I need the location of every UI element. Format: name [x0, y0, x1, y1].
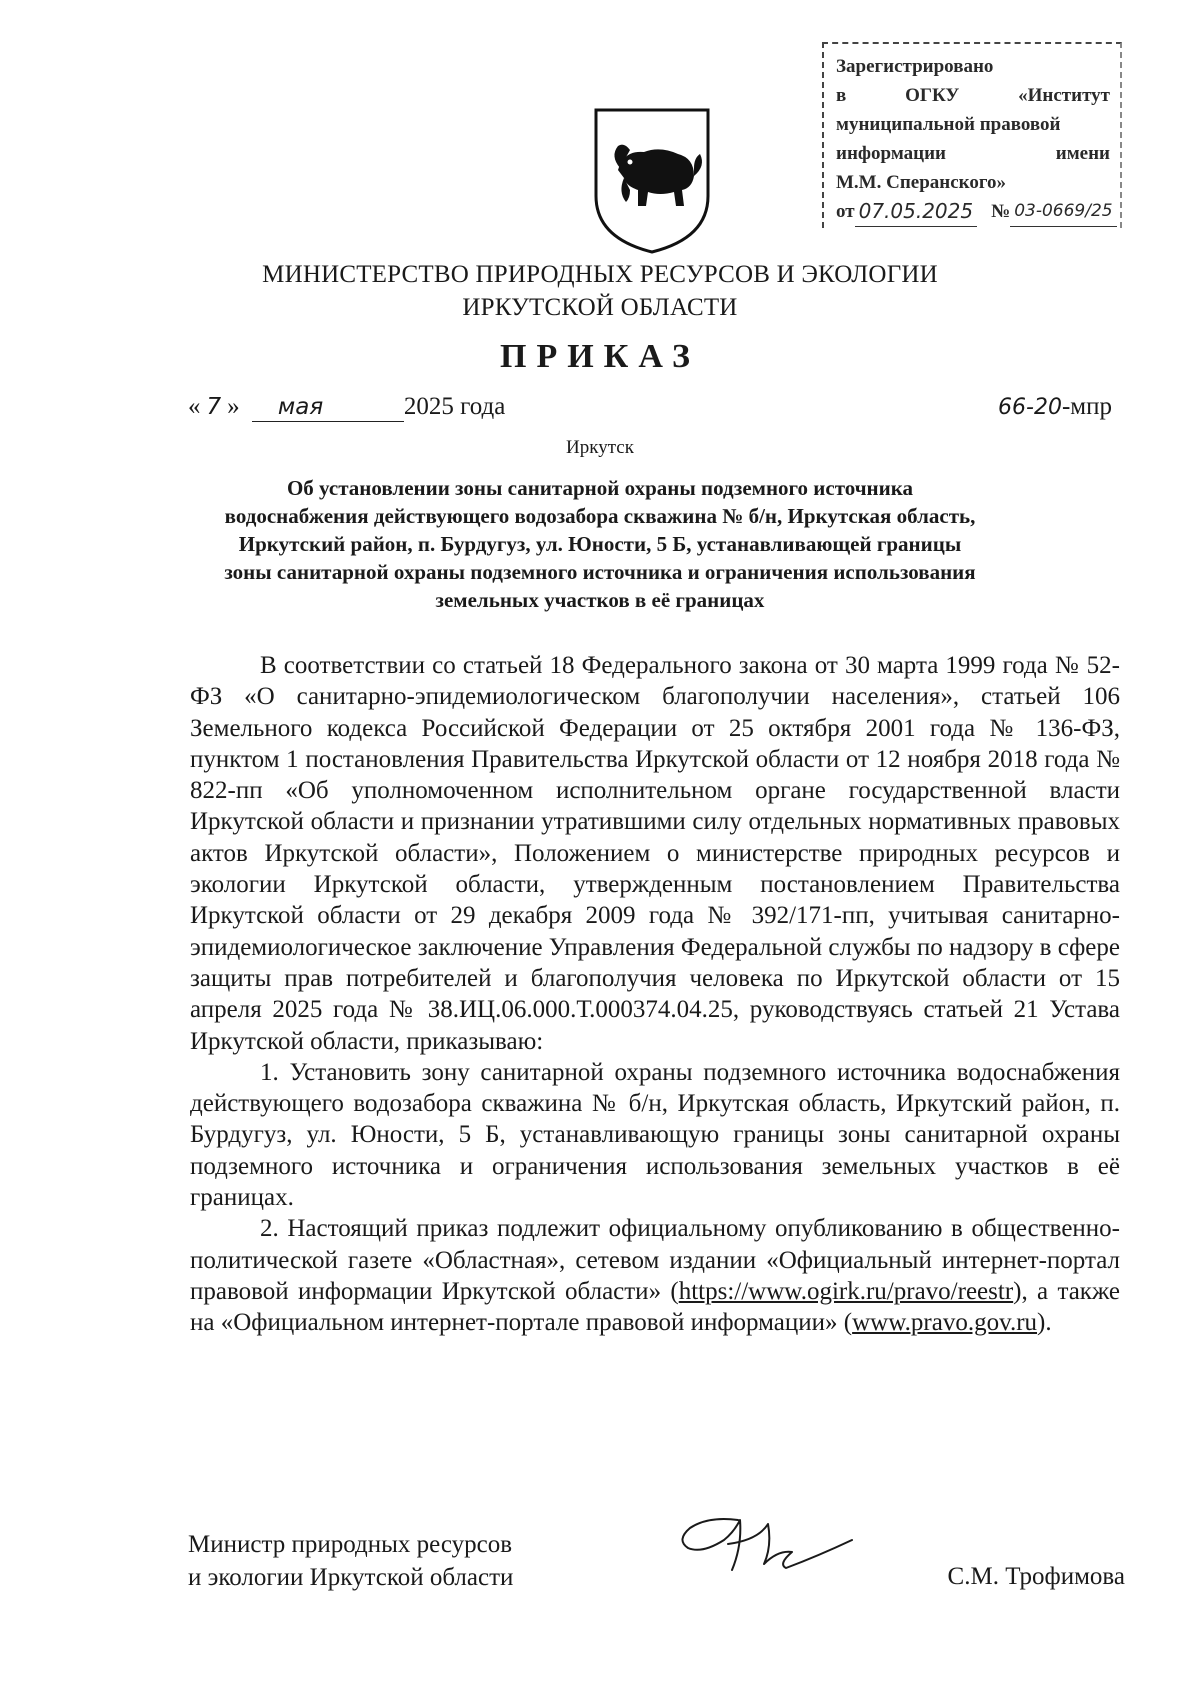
- role-line: Министр природных ресурсов: [188, 1531, 513, 1558]
- item-2-text: ).: [1037, 1309, 1052, 1337]
- stamp-line: [836, 81, 1110, 110]
- stamp-word: ОГКУ: [905, 85, 960, 106]
- order-month: мая: [277, 394, 324, 420]
- order-date: [188, 393, 505, 422]
- date-open-quote: «: [188, 393, 201, 420]
- pravo-link[interactable]: www.pravo.gov.ru: [852, 1309, 1038, 1337]
- ministry-name: [200, 258, 1000, 324]
- order-year: 2025 года: [403, 393, 506, 420]
- stamp-word: имени: [1055, 143, 1110, 164]
- ministry-line: ИРКУТСКОЙ ОБЛАСТИ: [462, 294, 738, 321]
- stamp-date-prefix: от: [836, 201, 855, 222]
- item-2-text: ), а также на «Официальном интернет-портале правовой информации» (: [190, 1277, 1120, 1337]
- stamp-word: информации: [836, 143, 946, 164]
- stamp-number-prefix: №: [991, 201, 1011, 222]
- date-close-quote: »: [227, 393, 240, 420]
- order-number-hand: 66-20: [998, 395, 1062, 420]
- order-body: [190, 650, 1120, 1339]
- stamp-date-line: [836, 197, 1113, 227]
- stamp-line: М.М. Сперанского»: [836, 172, 1007, 193]
- city: Иркутск: [566, 437, 634, 458]
- stamp-line: Зарегистрировано: [836, 56, 994, 77]
- stamp-word: «Институт: [1018, 85, 1110, 106]
- document-title: ПРИКАЗ: [500, 338, 700, 375]
- stamp-date: 07.05.2025: [855, 197, 978, 227]
- stamp-number: 03-0669/25: [1010, 197, 1116, 227]
- coat-of-arms-icon: [590, 106, 714, 256]
- order-number-suffix: -мпр: [1061, 393, 1112, 420]
- month-blank: [252, 393, 404, 422]
- preamble-paragraph: В соответствии со статьей 18 Федерального закона от 30 марта 1999 года № 52-ФЗ «О санитарно-эпидемиологическом благополучии населения», статьей 106 Земельного кодекса Российской Федерации от 25 октября 2001 года № 136-ФЗ, пунктом 1 постановления Правительства Иркутской области от 12 ноября 2018 года № 822-пп «Об уполномоченном исполнительном органе государственной власти Иркутской области и признании утратившими силу отдельных нормативных правовых актов Иркутской области», Положением о министерстве природных ресурсов и экологии Иркутской области, утвержденным постановлением Правительства Иркутской области от 29 декабря 2009 года № 392/171-пп, учитывая санитарно-эпидемиологическое заключение Управления Федеральной службы по надзору в сфере защиты прав потребителей и благополучия человека по Иркутской области от 15 апреля 2025 года № 38.ИЦ.06.000.Т.000374.04.25, руководствуясь статьей 21 Устава Иркутской области, приказываю:: [190, 652, 1120, 1055]
- stamp-line: муниципальной правовой: [836, 114, 1061, 135]
- handwritten-signature: [668, 1506, 868, 1596]
- order-number: [998, 393, 1112, 421]
- item-2-text: 2. Настоящий приказ подлежит официальному опубликованию в общественно-политической газете «Областная», сетевом издании «Официальный интернет-портал правовой информации Иркутской области» (: [190, 1215, 1120, 1305]
- order-day: 7: [206, 394, 222, 420]
- order-subject: Об установлении зоны санитарной охраны подземного источника водоснабжения действующего водозабора скважина № б/н, Иркутская область, Иркутский район, п. Бурдугуз, ул. Юности, 5 Б, устанавливающей границы зоны санитарной охраны подземного источника и ограничения использования земельных участков в её границах: [224, 476, 976, 612]
- registration-stamp: [822, 42, 1122, 228]
- item-1-paragraph: 1. Установить зону санитарной охраны подземного источника водоснабжения действующего водозабора скважина № б/н, Иркутская область, Иркутский район, п. Бурдугуз, ул. Юности, 5 Б, устанавливающую границы зоны санитарной охраны подземного источника и ограничения использования земельных участков в её границах.: [190, 1058, 1120, 1212]
- stamp-word: в: [836, 85, 847, 106]
- item-2-paragraph: [190, 1213, 1120, 1338]
- ministry-line: МИНИСТЕРСТВО ПРИРОДНЫХ РЕСУРСОВ И ЭКОЛОГИИ: [262, 261, 938, 288]
- signatory-role: [188, 1528, 513, 1594]
- reestr-link[interactable]: https://www.ogirk.ru/pravo/reestr: [678, 1277, 1014, 1305]
- role-line: и экологии Иркутской области: [188, 1564, 514, 1591]
- stamp-line: [836, 139, 1110, 168]
- signatory-name: С.М. Трофимова: [947, 1563, 1125, 1590]
